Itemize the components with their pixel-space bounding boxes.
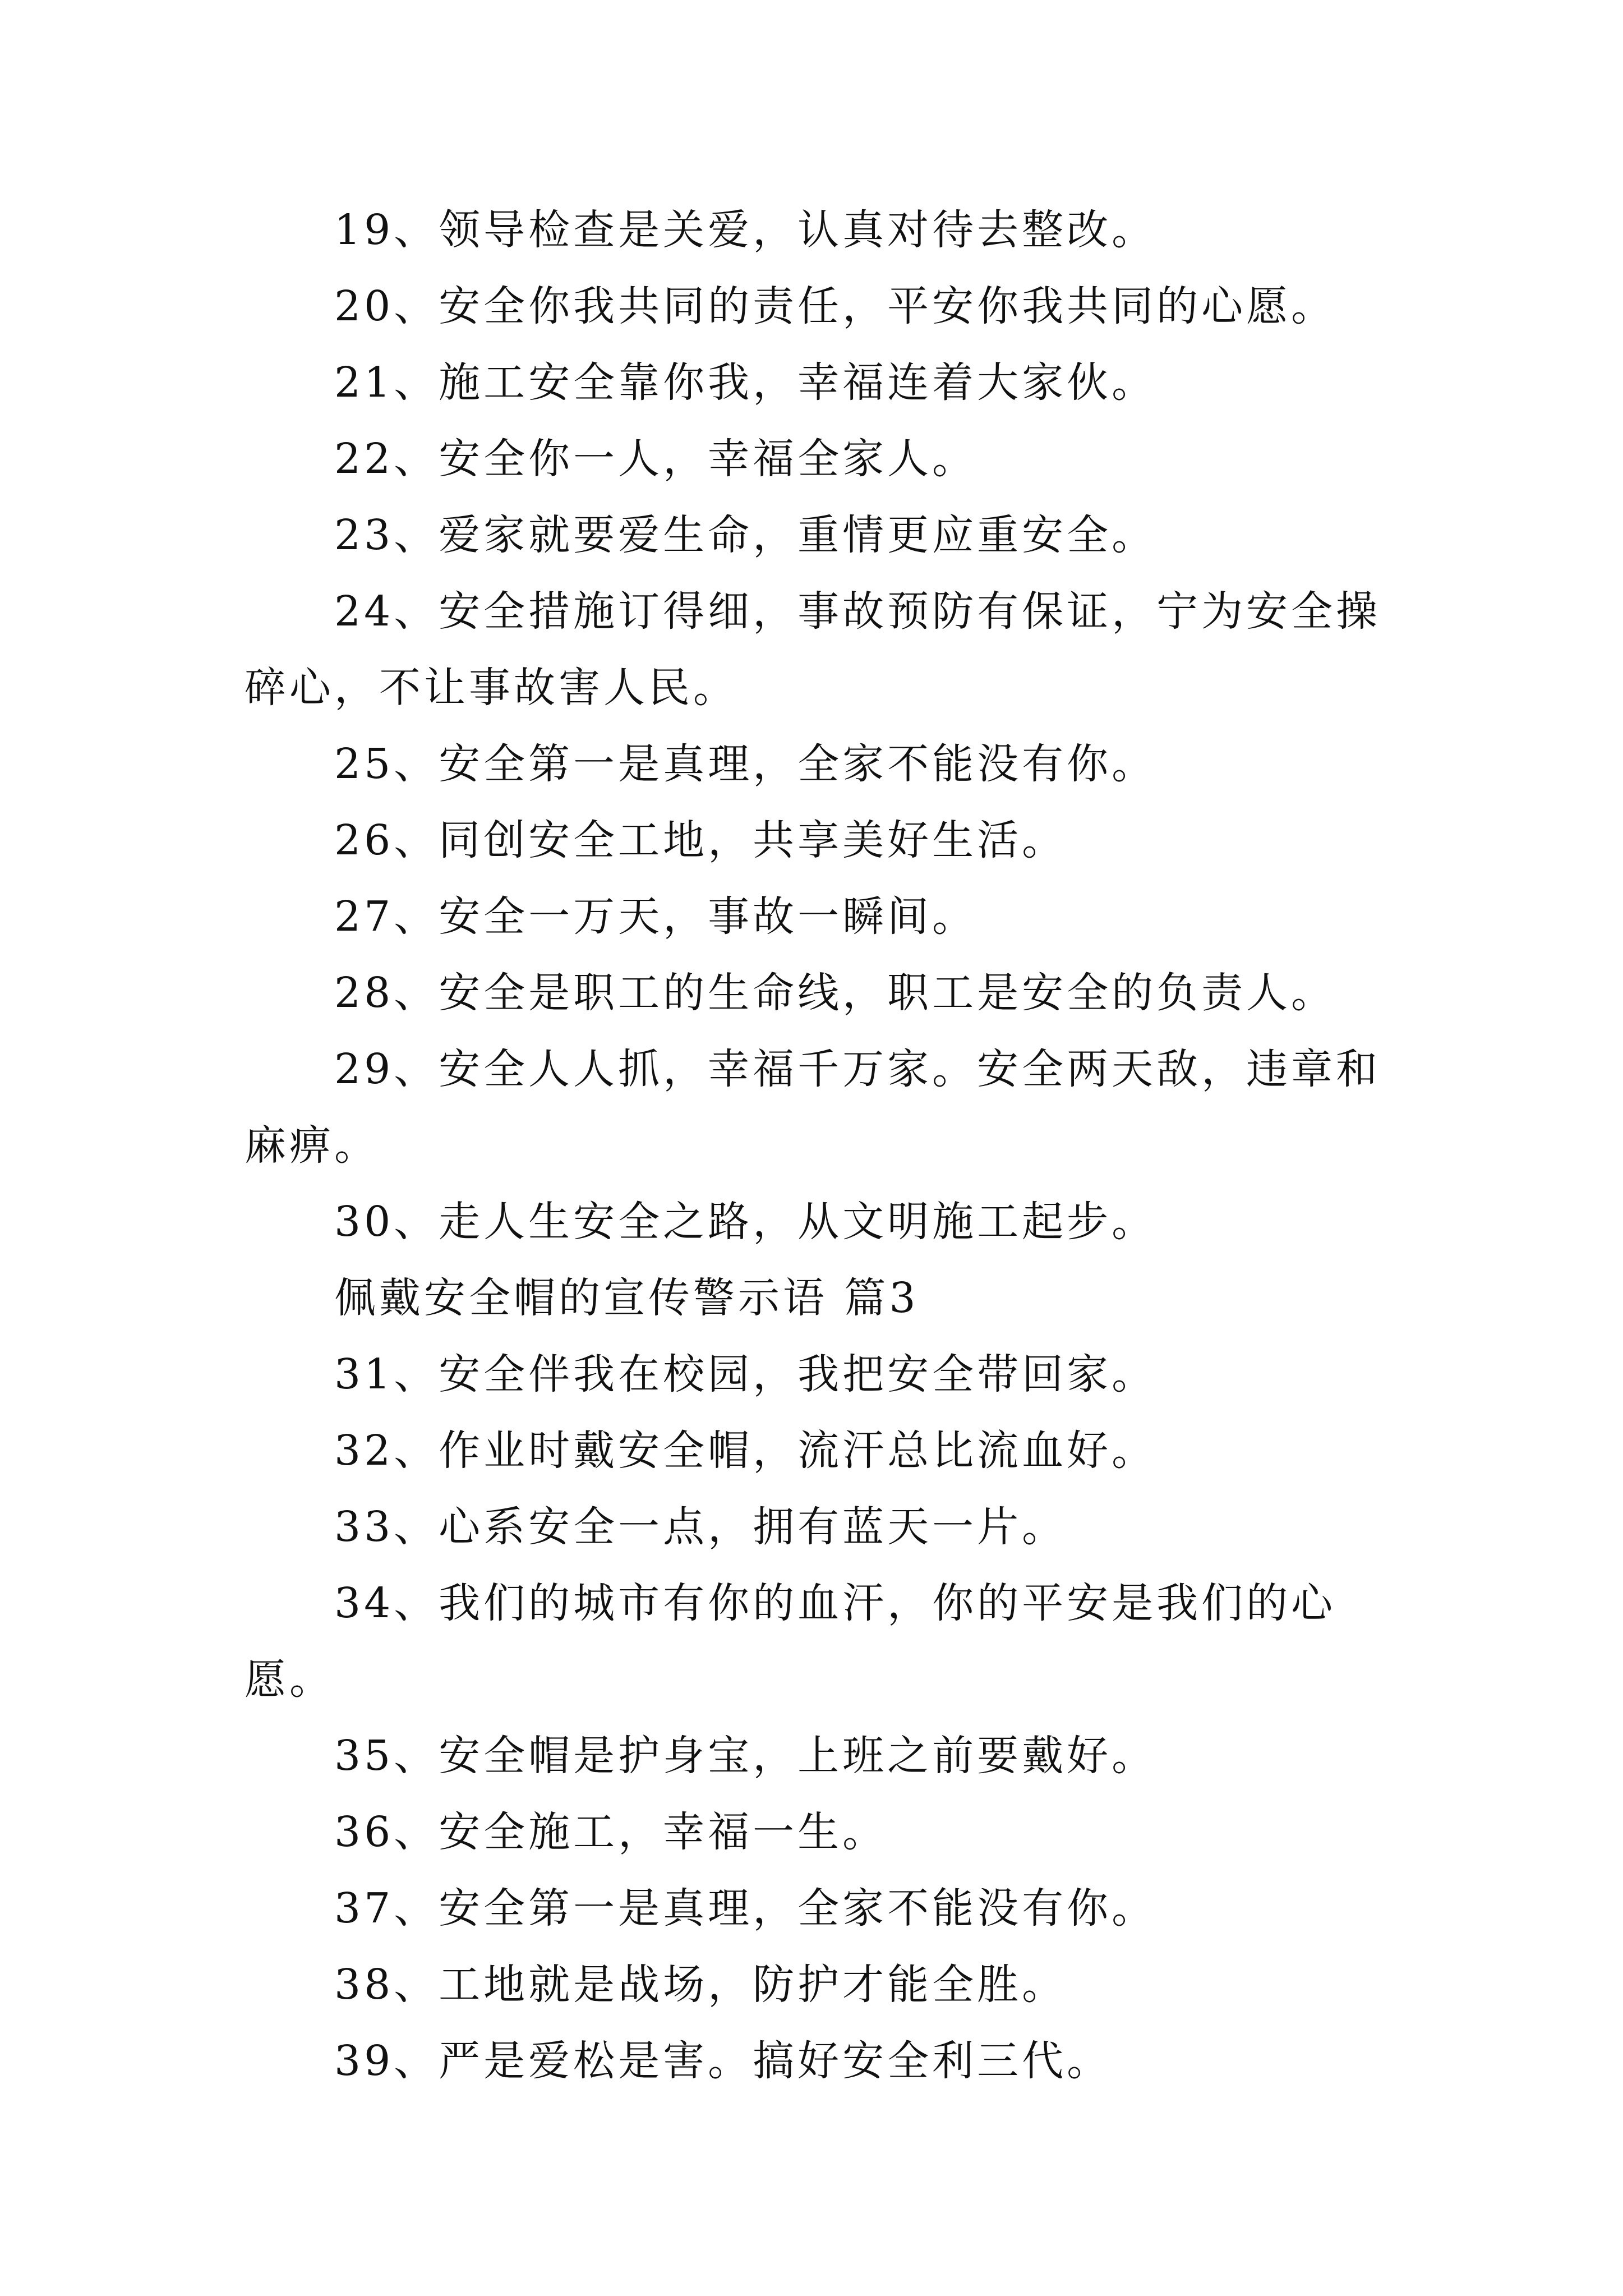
slogan-line: 38、工地就是战场，防护才能全胜。 xyxy=(334,1961,1067,2009)
slogan-line: 29、安全人人抓，幸福千万家。安全两天敌，违章和麻痹。 xyxy=(245,1045,1381,1170)
slogan-line: 39、严是爱松是害。搞好安全利三代。 xyxy=(334,2037,1112,2085)
slogan-line: 22、安全你一人，幸福全家人。 xyxy=(334,435,978,483)
section-heading: 佩戴安全帽的宣传警示语 篇3 xyxy=(334,1274,919,1322)
slogan-line: 24、安全措施订得细，事故预防有保证，宁为安全操碎心，不让事故害人民。 xyxy=(245,587,1381,712)
slogan-line: 23、爱家就要爱生命，重情更应重安全。 xyxy=(334,511,1157,559)
slogan-line: 37、安全第一是真理，全家不能没有你。 xyxy=(334,1884,1157,1932)
slogan-line: 20、安全你我共同的责任，平安你我共同的心愿。 xyxy=(334,282,1336,330)
slogan-line: 26、同创安全工地，共享美好生活。 xyxy=(334,816,1067,864)
slogan-line: 32、作业时戴安全帽，流汗总比流血好。 xyxy=(334,1427,1157,1475)
slogan-line: 33、心系安全一点，拥有蓝天一片。 xyxy=(334,1503,1067,1551)
slogan-line: 25、安全第一是真理，全家不能没有你。 xyxy=(334,740,1157,788)
slogan-line: 34、我们的城市有你的血汗，你的平安是我们的心愿。 xyxy=(245,1579,1336,1704)
slogan-line: 19、领导检查是关爱，认真对待去整改。 xyxy=(334,206,1157,254)
slogan-line: 28、安全是职工的生命线，职工是安全的负责人。 xyxy=(334,969,1336,1017)
slogan-line: 31、安全伴我在校园，我把安全带回家。 xyxy=(334,1350,1157,1398)
slogan-line: 27、安全一万天，事故一瞬间。 xyxy=(334,892,978,941)
slogan-line: 35、安全帽是护身宝，上班之前要戴好。 xyxy=(334,1732,1157,1780)
slogan-line: 21、施工安全靠你我，幸福连着大家伙。 xyxy=(334,358,1157,407)
slogan-line: 36、安全施工，幸福一生。 xyxy=(334,1808,888,1856)
slogan-line: 30、走人生安全之路，从文明施工起步。 xyxy=(334,1198,1157,1246)
document-body xyxy=(245,192,1394,2099)
